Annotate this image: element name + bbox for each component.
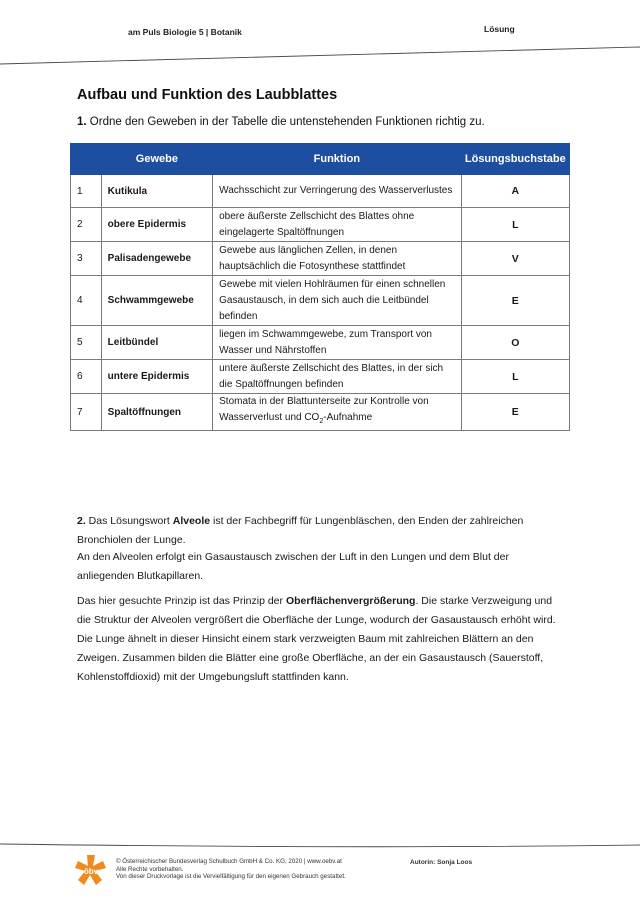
tissue-function: Wachsschicht zur Verringerung des Wasserverlustes <box>213 175 461 208</box>
tissue-function: untere äußerste Zellschicht des Blattes, in der sich die Spaltöffnungen befinden <box>213 360 461 394</box>
function-text: Stomata in der Blattunterseite zur Kontrolle von Wasserverlust und CO <box>219 396 429 423</box>
row-number: 4 <box>71 276 102 326</box>
task-1-instruction <box>77 116 485 128</box>
table-row <box>71 175 570 208</box>
solution-letter: O <box>461 326 569 360</box>
task-2-paragraph-2: An den Alveolen erfolgt ein Gasaustausch zwischen der Luft in den Lungen und dem Blut der anliegenden Blutkapillaren. <box>77 551 509 582</box>
page-title: Aufbau und Funktion des Laubblattes <box>77 87 338 103</box>
tissue-name: Leitbündel <box>101 326 212 360</box>
tissue-name: Kutikula <box>101 175 212 208</box>
solution-letter: A <box>461 175 569 208</box>
col-header-number <box>71 144 102 175</box>
col-header-solution-letter: Lösungsbuchstabe <box>461 144 569 175</box>
col-header-tissue: Gewebe <box>101 144 212 175</box>
task-2-number: 2. <box>77 515 86 527</box>
row-number: 6 <box>71 360 102 394</box>
tissue-name: obere Epidermis <box>101 208 212 242</box>
task-1-text: Ordne den Geweben in der Tabelle die untenstehenden Funktionen richtig zu. <box>86 116 485 128</box>
row-number: 2 <box>71 208 102 242</box>
task-1-number: 1. <box>77 116 87 128</box>
row-number: 7 <box>71 394 102 431</box>
function-text-end: -Aufnahme <box>323 412 373 423</box>
copyright-line-3: Von dieser Druckvorlage ist die Vervielfältigung für den eigenen Gebrauch gestattet. <box>116 873 346 880</box>
tissue-name: untere Epidermis <box>101 360 212 394</box>
task-2-text-cont: ist der Fachbegriff für Lungenbläschen, den Enden der zahlreichen Bronchiolen der Lunge. <box>77 515 524 546</box>
solution-letter: V <box>461 242 569 276</box>
solution-word: Alveole <box>172 515 211 527</box>
header-swoosh-line <box>0 40 640 70</box>
copyright-notice <box>116 858 346 881</box>
principle-explanation-text: . Die starke Verzweigung und die Struktur der Alveolen vergrößert die Oberfläche der Lunge, wodurch der Gasaustausch erhöht wird. Die Lunge ähnelt in dieser Hinsicht einem stark verzweigten Baum mit zahlreichen Blättern an den Zweigen. Zusammen bilden die Blätter eine große Oberfläche, an der ein Gasaustausch (Sauerstoff, Kohlenstoffdioxid) mit der Umgebungsluft stattfinden kann. <box>77 595 556 683</box>
tissue-name: Palisadengewebe <box>101 242 212 276</box>
tissue-function: liegen im Schwammgewebe, zum Transport von Wasser und Nährstoffen <box>213 326 461 360</box>
copyright-line-1: © Österreichischer Bundesverlag Schulbuch GmbH & Co. KG, 2020 | www.oebv.at <box>116 858 342 865</box>
principle-term: Oberflächenvergrößerung <box>285 595 416 607</box>
tissue-function: Gewebe aus länglichen Zellen, in denen hauptsächlich die Fotosynthese stattfindet <box>213 242 461 276</box>
solution-letter: E <box>461 394 569 431</box>
row-number: 3 <box>71 242 102 276</box>
task-2-paragraph-3 <box>77 592 567 687</box>
row-number: 5 <box>71 326 102 360</box>
table-row <box>71 360 570 394</box>
tissue-function: obere äußerste Zellschicht des Blattes ohne eingelagerte Spaltöffnungen <box>213 208 461 242</box>
tissue-name: Schwammgewebe <box>101 276 212 326</box>
tissue-function <box>213 394 461 431</box>
table-header-row <box>71 144 570 175</box>
copyright-line-2: Alle Rechte vorbehalten. <box>116 865 184 873</box>
table-row <box>71 326 570 360</box>
tissue-name: Spaltöffnungen <box>101 394 212 431</box>
task-2-text: Das Lösungswort <box>85 515 173 527</box>
tissue-function-table <box>70 143 570 431</box>
table-row <box>71 208 570 242</box>
solution-letter: E <box>461 276 569 326</box>
author-credit: Autorin: Sonja Loos <box>410 859 473 866</box>
oebv-logo-icon <box>74 853 108 887</box>
co2-subscript: 2 <box>319 418 324 425</box>
table-row <box>71 276 570 326</box>
table-row <box>71 394 570 431</box>
logo-text: öbv <box>83 867 99 876</box>
solution-letter: L <box>461 208 569 242</box>
header-solution-label: Lösung <box>484 24 515 34</box>
header-series-title: am Puls Biologie 5 | Botanik <box>128 27 242 37</box>
table-row <box>71 242 570 276</box>
row-number: 1 <box>71 175 102 208</box>
tissue-function: Gewebe mit vielen Hohlräumen für einen schnellen Gasaustausch, in dem sich auch die Leitbündel befinden <box>213 276 461 326</box>
task-2-paragraph-1 <box>77 512 567 550</box>
col-header-function: Funktion <box>213 144 461 175</box>
solution-letter: L <box>461 360 569 394</box>
principle-intro-text: Das hier gesuchte Prinzip ist das Prinzip der <box>77 595 286 607</box>
